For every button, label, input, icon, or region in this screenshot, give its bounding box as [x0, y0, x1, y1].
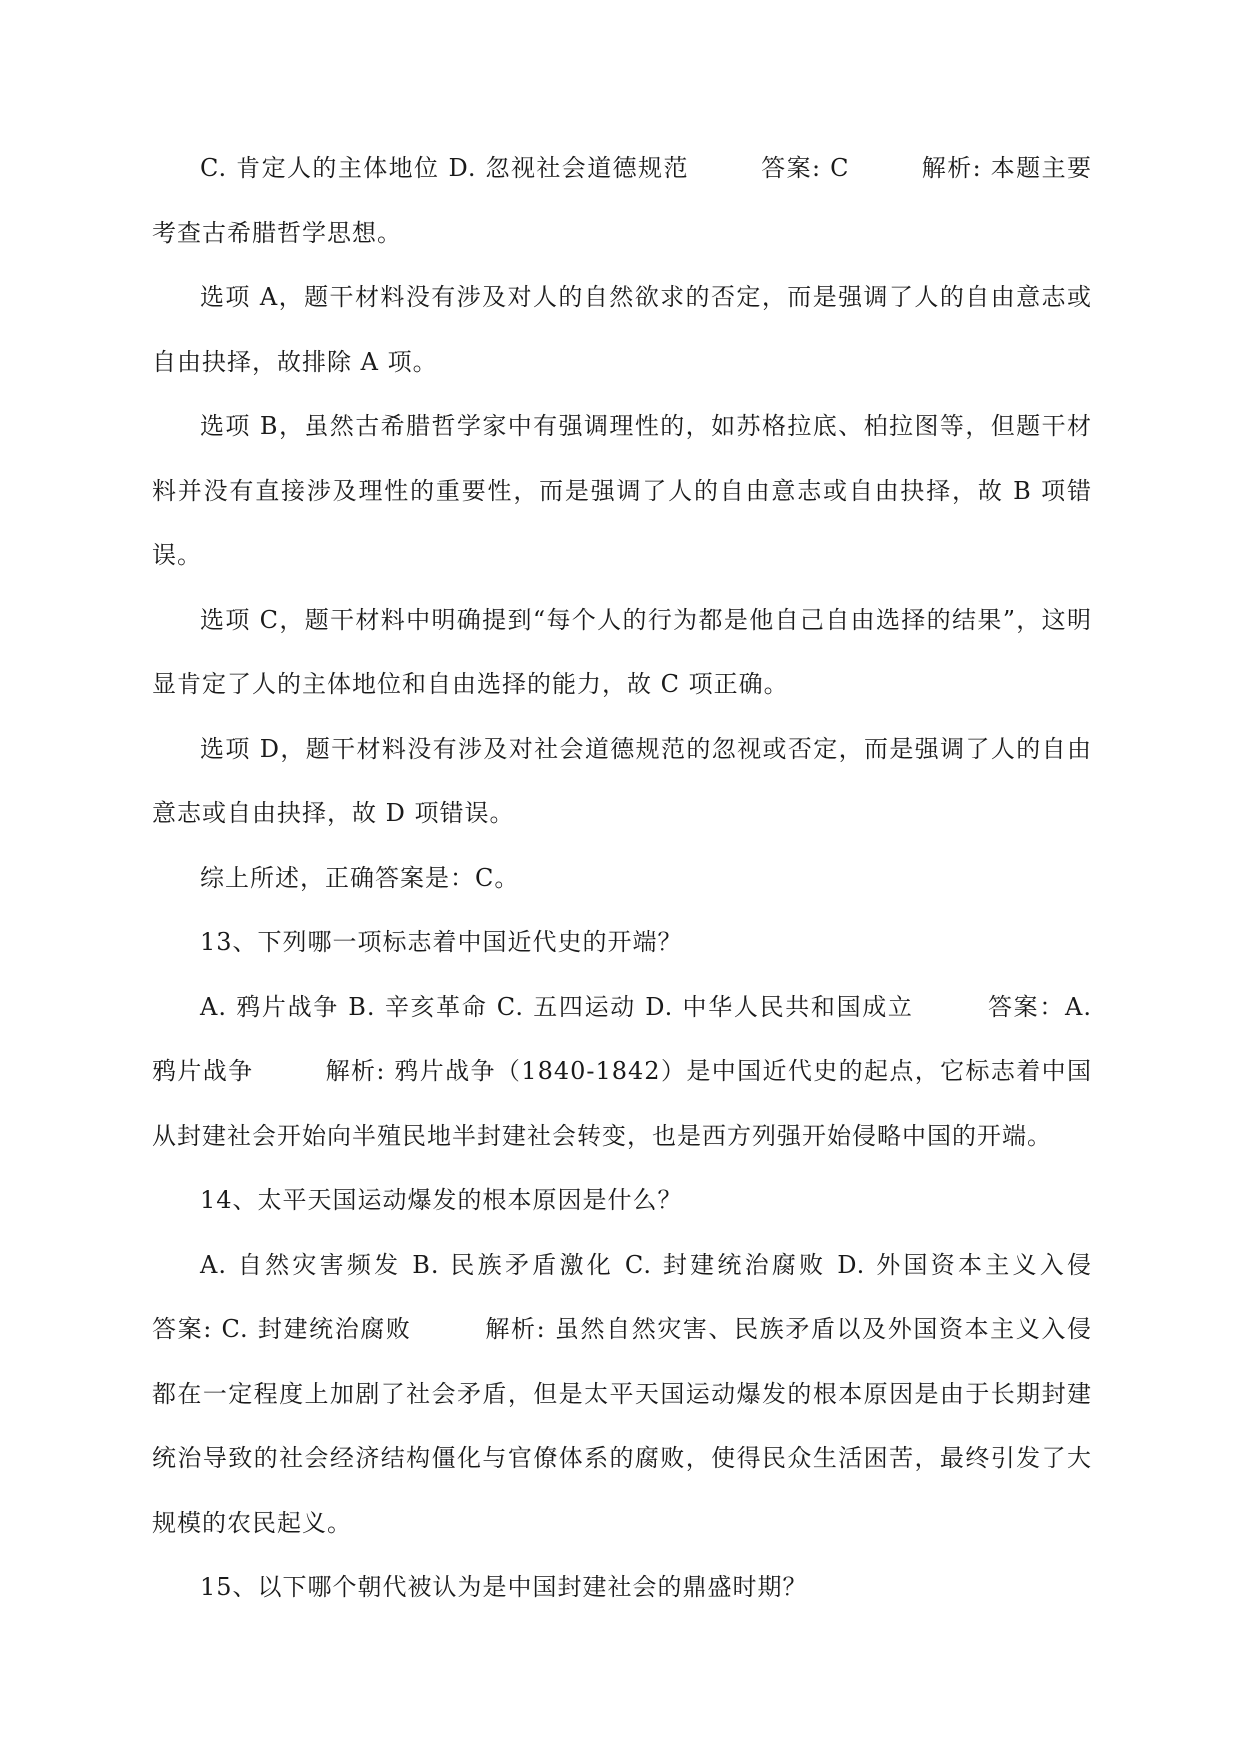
- question-13-options-answer: A. 鸦片战争 B. 辛亥革命 C. 五四运动 D. 中华人民共和国成立 答案：A. 鸦片战争 解析: 鸦片战争（1840-1842）是中国近代史的起点，它标志着中国从封建社会开始向半殖民地半封建社会转变，也是西方列强开始侵略中国的开端。: [152, 992, 1101, 1150]
- question-14-options-answer: A. 自然灾害频发 B. 民族矛盾激化 C. 封建统治腐败 D. 外国资本主义入侵 答案: C. 封建统治腐败 解析: 虽然自然灾害、民族矛盾以及外国资本主义入侵都在一定程度上加剧了社会矛盾，但是太平天国运动爆发的根本原因是由于长期封建统治导致的社会经济结构僵化与官僚体系的腐败，使得民众生活困苦，最终引发了大规模的农民起义。: [152, 1250, 1162, 1537]
- answer-explanation-paragraph: C. 肯定人的主体地位 D. 忽视社会道德规范 答案: C 解析: 本题主要考查古希腊哲学思想。: [152, 154, 1092, 247]
- conclusion-paragraph: 综上所述，正确答案是：C。: [200, 863, 520, 892]
- option-b-analysis: 选项 B，虽然古希腊哲学家中有强调理性的，如苏格拉底、柏拉图等，但题干材料并没有直接涉及理性的重要性，而是强调了人的自由意志或自由抉择，故 B 项错误。: [152, 412, 1092, 569]
- question-14: 14、太平天国运动爆发的根本原因是什么？: [200, 1186, 683, 1214]
- option-c-analysis: 选项 C，题干材料中明确提到“每个人的行为都是他自己自由选择的结果”，这明显肯定了人的主体地位和自由选择的能力，故 C 项正确。: [152, 605, 1092, 698]
- document-body: [152, 136, 1162, 1620]
- question-15: 15、以下哪个朝代被认为是中国封建社会的鼎盛时期？: [200, 1573, 808, 1601]
- option-d-analysis: 选项 D，题干材料没有涉及对社会道德规范的忽视或否定，而是强调了人的自由意志或自由抉择，故 D 项错误。: [152, 734, 1092, 827]
- question-13: 13、下列哪一项标志着中国近代史的开端？: [200, 928, 683, 956]
- option-a-analysis: 选项 A，题干材料没有涉及对人的自然欲求的否定，而是强调了人的自由意志或自由抉择，故排除 A 项。: [152, 283, 1092, 376]
